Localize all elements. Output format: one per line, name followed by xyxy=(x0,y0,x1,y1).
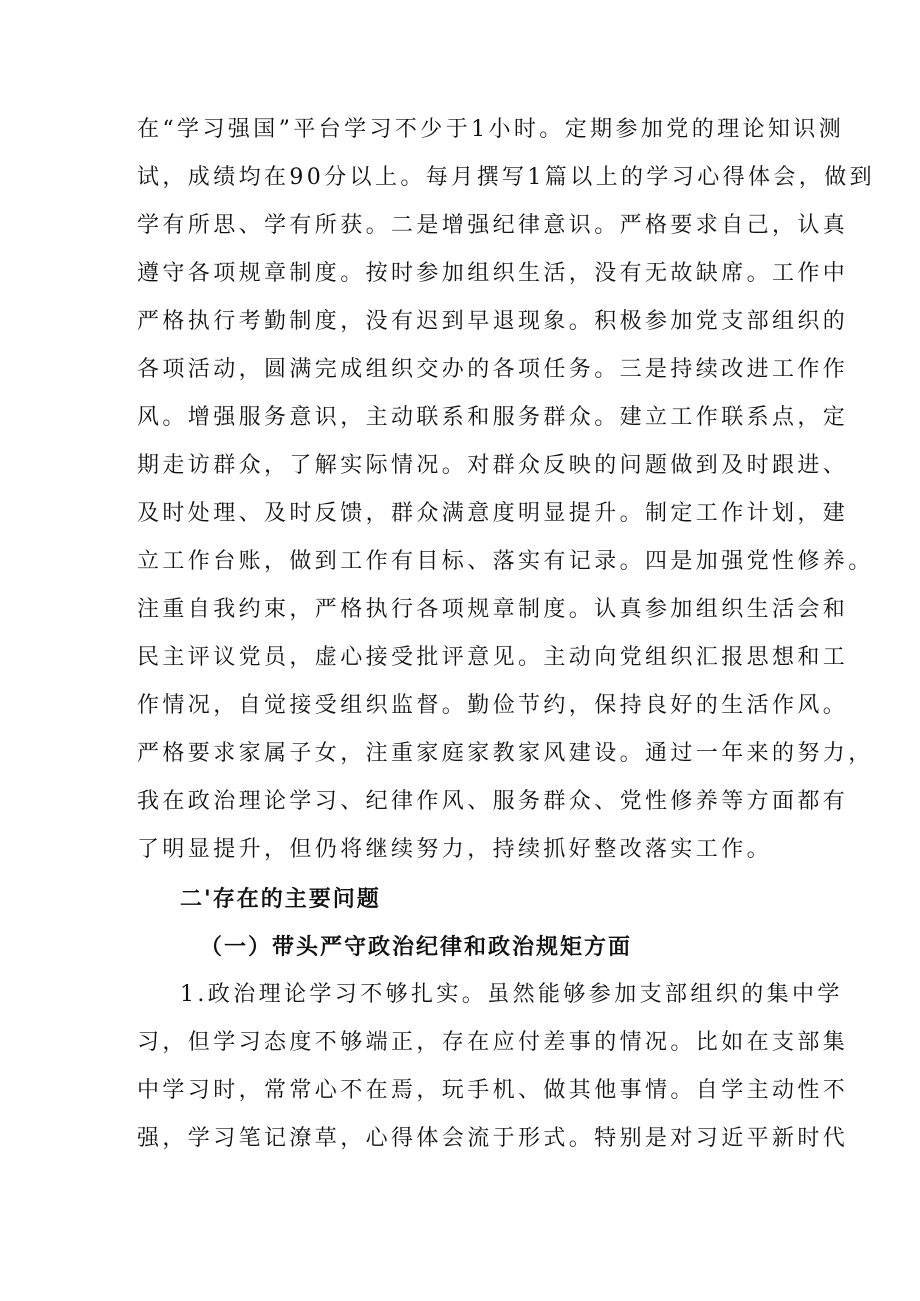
text-line: 我在政治理论学习、纪律作风、服务群众、党性修养等方面都有 xyxy=(137,789,849,814)
text-line: 民主评议党员，虚心接受批评意见。主动向党组织汇报思想和工 xyxy=(137,645,849,670)
text-line: 1.政治理论学习不够扎实。虽然能够参加支部组织的集中学 xyxy=(180,982,843,1007)
text-line: 强，学习笔记潦草，心得体会流于形式。特别是对习近平新时代 xyxy=(137,1126,849,1151)
text-line: 各项活动，圆满完成组织交办的各项任务。三是持续改进工作作 xyxy=(137,357,849,382)
text-line: 习，但学习态度不够端正，存在应付差事的情况。比如在支部集 xyxy=(137,1030,849,1055)
text-line: 中学习时，常常心不在焉，玩手机、做其他事情。自学主动性不 xyxy=(137,1078,849,1103)
text-line: 作情况，自觉接受组织监督。勤俭节约，保持良好的生活作风。 xyxy=(137,693,849,718)
text-line: 及时处理、及时反馈，群众满意度明显提升。制定工作计划，建 xyxy=(137,501,849,526)
text-line: 期走访群众，了解实际情况。对群众反映的问题做到及时跟进、 xyxy=(137,453,849,478)
text-line: 立工作台账，做到工作有目标、落实有记录。四是加强党性修养。 xyxy=(137,549,874,574)
text-line: 试，成绩均在90分以上。每月撰写1篇以上的学习心得体会，做到 xyxy=(137,165,875,190)
text-line: 学有所思、学有所获。二是增强纪律意识。严格要求自己，认真 xyxy=(137,213,849,238)
text-line: 遵守各项规章制度。按时参加组织生活，没有无故缺席。工作中 xyxy=(137,261,849,286)
subsection-heading: （一）带头严守政治纪律和政治规矩方面 xyxy=(200,934,633,960)
section-heading: 二'存在的主要问题 xyxy=(180,886,381,912)
text-line: 风。增强服务意识，主动联系和服务群众。建立工作联系点，定 xyxy=(137,405,849,430)
text-line: 了明显提升，但仍将继续努力，持续抓好整改落实工作。 xyxy=(137,837,773,862)
text-line: 严格执行考勤制度，没有迟到早退现象。积极参加党支部组织的 xyxy=(137,309,849,334)
text-line: 严格要求家属子女，注重家庭家教家风建设。通过一年来的努力， xyxy=(137,741,874,766)
text-line: 注重自我约束，严格执行各项规章制度。认真参加组织生活会和 xyxy=(137,597,849,622)
text-line: 在“学习强国”平台学习不少于1小时。定期参加党的理论知识测 xyxy=(137,117,845,142)
